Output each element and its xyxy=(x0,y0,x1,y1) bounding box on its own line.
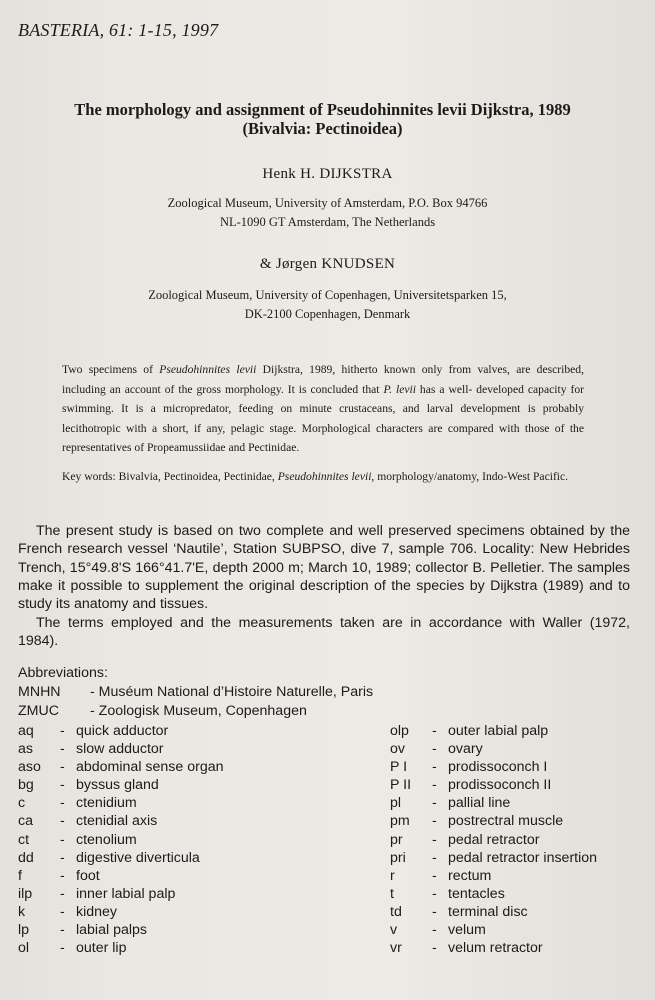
author-2-affiliation xyxy=(0,286,655,324)
abbreviation-row xyxy=(18,903,224,921)
abbreviation-code: olp xyxy=(390,723,409,739)
abbreviation-row xyxy=(18,831,224,849)
abbreviation-meaning: - Zoologisk Museum, Copenhagen xyxy=(90,703,307,719)
abbreviation-row xyxy=(390,903,597,921)
abbreviation-dash: - xyxy=(432,759,437,776)
abbreviation-code: lp xyxy=(18,922,30,939)
abbreviation-meaning: outer lip xyxy=(76,940,127,957)
abbreviation-meaning: outer labial palp xyxy=(448,723,549,739)
abbreviation-code: pri xyxy=(390,849,406,866)
abbreviations-heading: Abbreviations: xyxy=(18,665,108,681)
author-1-name: Henk H. DIJKSTRA xyxy=(262,166,393,182)
abbreviation-meaning: velum xyxy=(448,922,486,939)
abstract: Two specimens of Pseudohinnites levii Dijkstra, 1989, hitherto known only from valves, are described, including an account of the gross morphology. It is concluded that P. levii has a well- developed capacity for swimming. It is a micropredator, feeding on minute crustaceans, and larval development is probably lecithotropic with a short, if any, pelagic stage. Morphological characters are compared with those of the representatives of Propeamussiidae and Pectinidae. xyxy=(62,363,585,454)
abbreviation-code: v xyxy=(390,922,398,939)
abbreviation-dash: - xyxy=(432,922,437,939)
abbreviation-meaning: ovary xyxy=(448,741,483,758)
abbreviation-meaning: terminal disc xyxy=(448,903,528,920)
intro-paragraph-1: The present study is based on two complete and well preserved specimens obtained by the French research vessel ‘Nautile’, Station SUBPSO, dive 7, sample 706. Locality: New Hebrides Trench, 15°49.8'S 166°41.7'E, depth 2000 m; March 10, 1989; collector B. Pelletier. The samples make it possible to supplement the original description of the species by Dijkstra (1989) and to study its anatomy and tissues. xyxy=(18,523,630,613)
keywords: Key words: Bivalvia, Pectinoidea, Pectinidae, Pseudohinnites levii, morphology/anatomy, Indo-West Pacific. xyxy=(62,470,569,483)
paper-title xyxy=(20,100,625,138)
abbreviation-row xyxy=(18,849,224,867)
abbreviation-row xyxy=(390,849,597,867)
abbreviation-code: bg xyxy=(18,777,34,794)
abbreviation-meaning: foot xyxy=(76,867,100,884)
abbreviation-code: ol xyxy=(18,940,30,957)
abbreviation-meaning: pedal retractor insertion xyxy=(448,849,598,866)
abbreviation-row xyxy=(390,831,597,849)
abbreviation-dash: - xyxy=(432,903,437,920)
abbreviation-dash: - xyxy=(60,940,65,957)
abbreviation-code: ZMUC xyxy=(18,703,59,719)
affiliation-line: Zoological Museum, University of Copenhagen, Universitetsparken 15, xyxy=(148,288,507,302)
abbreviation-row xyxy=(390,776,597,794)
abbreviation-row xyxy=(390,885,597,903)
abbreviation-row xyxy=(18,867,224,885)
abbreviation-meaning: rectum xyxy=(448,867,492,884)
abbreviation-meaning: quick adductor xyxy=(76,723,169,739)
abbreviation-code: pl xyxy=(390,795,402,812)
abbreviation-dash: - xyxy=(60,723,65,739)
abbreviation-row xyxy=(390,794,597,812)
abbreviation-dash: - xyxy=(432,741,437,758)
title-line-2: (Bivalvia: Pectinoidea) xyxy=(242,119,403,138)
journal-header: BASTERIA, 61: 1-15, 1997 xyxy=(18,20,219,40)
abbreviation-row xyxy=(18,776,224,794)
abbreviations-left-column xyxy=(18,722,224,957)
abbreviation-code: aso xyxy=(18,759,41,776)
abbreviation-meaning: byssus gland xyxy=(76,777,159,794)
abbreviation-code: ca xyxy=(18,813,33,830)
affiliation-line: NL-1090 GT Amsterdam, The Netherlands xyxy=(219,215,436,229)
abbreviation-code: f xyxy=(18,867,22,884)
abbreviation-row xyxy=(390,758,597,776)
abbreviation-row xyxy=(18,939,224,957)
abbreviation-row xyxy=(390,867,597,885)
abbreviation-dash: - xyxy=(60,777,65,794)
abbreviation-dash: - xyxy=(432,867,437,884)
abbreviation-code: ov xyxy=(390,741,405,758)
abbreviation-dash: - xyxy=(60,741,65,758)
abbreviation-meaning: inner labial palp xyxy=(76,885,176,902)
abbreviation-code: pm xyxy=(390,813,410,830)
abbreviation-museum-mnhn xyxy=(18,684,373,700)
abbreviation-meaning: kidney xyxy=(76,903,118,920)
abbreviation-code: P I xyxy=(390,759,408,776)
abbreviation-dash: - xyxy=(60,795,65,812)
abbreviation-meaning: digestive diverticula xyxy=(76,849,200,866)
abbreviation-code: td xyxy=(390,903,402,920)
abbreviation-row xyxy=(390,939,597,957)
title-line-1: The morphology and assignment of Pseudohinnites levii Dijkstra, 1989 xyxy=(74,100,571,119)
abbreviation-row xyxy=(390,740,597,758)
abbreviation-meaning: tentacles xyxy=(448,885,505,902)
abbreviation-dash: - xyxy=(432,885,437,902)
affiliation-line: DK-2100 Copenhagen, Denmark xyxy=(244,307,411,321)
abbreviation-meaning: postrectral muscle xyxy=(448,813,564,830)
abbreviation-dash: - xyxy=(432,940,437,957)
author-1-affiliation xyxy=(0,194,655,232)
abbreviation-code: dd xyxy=(18,849,34,866)
abbreviation-row xyxy=(18,794,224,812)
abbreviation-row xyxy=(390,812,597,830)
abbreviation-row xyxy=(18,722,224,740)
abbreviation-meaning: abdominal sense organ xyxy=(76,759,224,776)
abbreviation-meaning: pedal retractor xyxy=(448,831,540,848)
author-2-name: & Jørgen KNUDSEN xyxy=(259,256,396,272)
abbreviation-code: c xyxy=(18,795,26,812)
abbreviation-code: aq xyxy=(18,723,34,739)
abbreviation-dash: - xyxy=(432,813,437,830)
abbreviation-code: P II xyxy=(390,777,412,794)
abbreviation-row xyxy=(18,812,224,830)
abbreviation-code: r xyxy=(390,867,395,884)
abbreviation-meaning: labial palps xyxy=(76,922,147,939)
affiliation-line: Zoological Museum, University of Amsterdam, P.O. Box 94766 xyxy=(167,196,488,210)
abbreviation-dash: - xyxy=(432,831,437,848)
intro-paragraph-2: The terms employed and the measurements taken are in accordance with Waller (1972, 1984). xyxy=(18,615,630,650)
abbreviation-dash: - xyxy=(60,831,65,848)
abbreviation-code: t xyxy=(390,885,394,902)
abbreviation-dash: - xyxy=(60,849,65,866)
abbreviation-meaning: ctenolium xyxy=(76,831,137,848)
abbreviation-code: k xyxy=(18,903,26,920)
abbreviation-dash: - xyxy=(60,867,65,884)
abbreviation-dash: - xyxy=(432,723,437,739)
abbreviation-meaning: velum retractor xyxy=(448,940,543,957)
abbreviation-row xyxy=(18,921,224,939)
abbreviation-row xyxy=(18,740,224,758)
abbreviation-dash: - xyxy=(432,795,437,812)
abbreviation-museum-zmuc xyxy=(18,703,307,719)
abbreviation-code: as xyxy=(18,741,33,758)
abbreviation-row xyxy=(18,758,224,776)
abbreviation-code: ct xyxy=(18,831,30,848)
abbreviation-row xyxy=(390,921,597,939)
abbreviation-meaning: - Muséum National d’Histoire Naturelle, Paris xyxy=(90,684,374,700)
abbreviation-meaning: ctenidial axis xyxy=(76,813,158,830)
abbreviation-code: vr xyxy=(390,940,402,957)
abbreviation-meaning: prodissoconch II xyxy=(448,777,552,794)
abbreviation-meaning: pallial line xyxy=(448,795,511,812)
abbreviation-code: MNHN xyxy=(18,684,61,700)
abbreviation-code: ilp xyxy=(18,885,33,902)
abbreviations-right-column xyxy=(390,722,597,957)
abbreviation-dash: - xyxy=(60,903,65,920)
abbreviation-row xyxy=(390,722,597,740)
abbreviation-dash: - xyxy=(60,885,65,902)
abbreviation-meaning: slow adductor xyxy=(76,741,164,758)
abbreviation-dash: - xyxy=(432,849,437,866)
abbreviation-meaning: prodissoconch I xyxy=(448,759,548,776)
abbreviation-meaning: ctenidium xyxy=(76,795,137,812)
abbreviation-dash: - xyxy=(60,922,65,939)
abbreviation-code: pr xyxy=(390,831,403,848)
abbreviation-dash: - xyxy=(60,759,65,776)
abbreviation-dash: - xyxy=(60,813,65,830)
abbreviation-dash: - xyxy=(432,777,437,794)
abbreviation-row xyxy=(18,885,224,903)
